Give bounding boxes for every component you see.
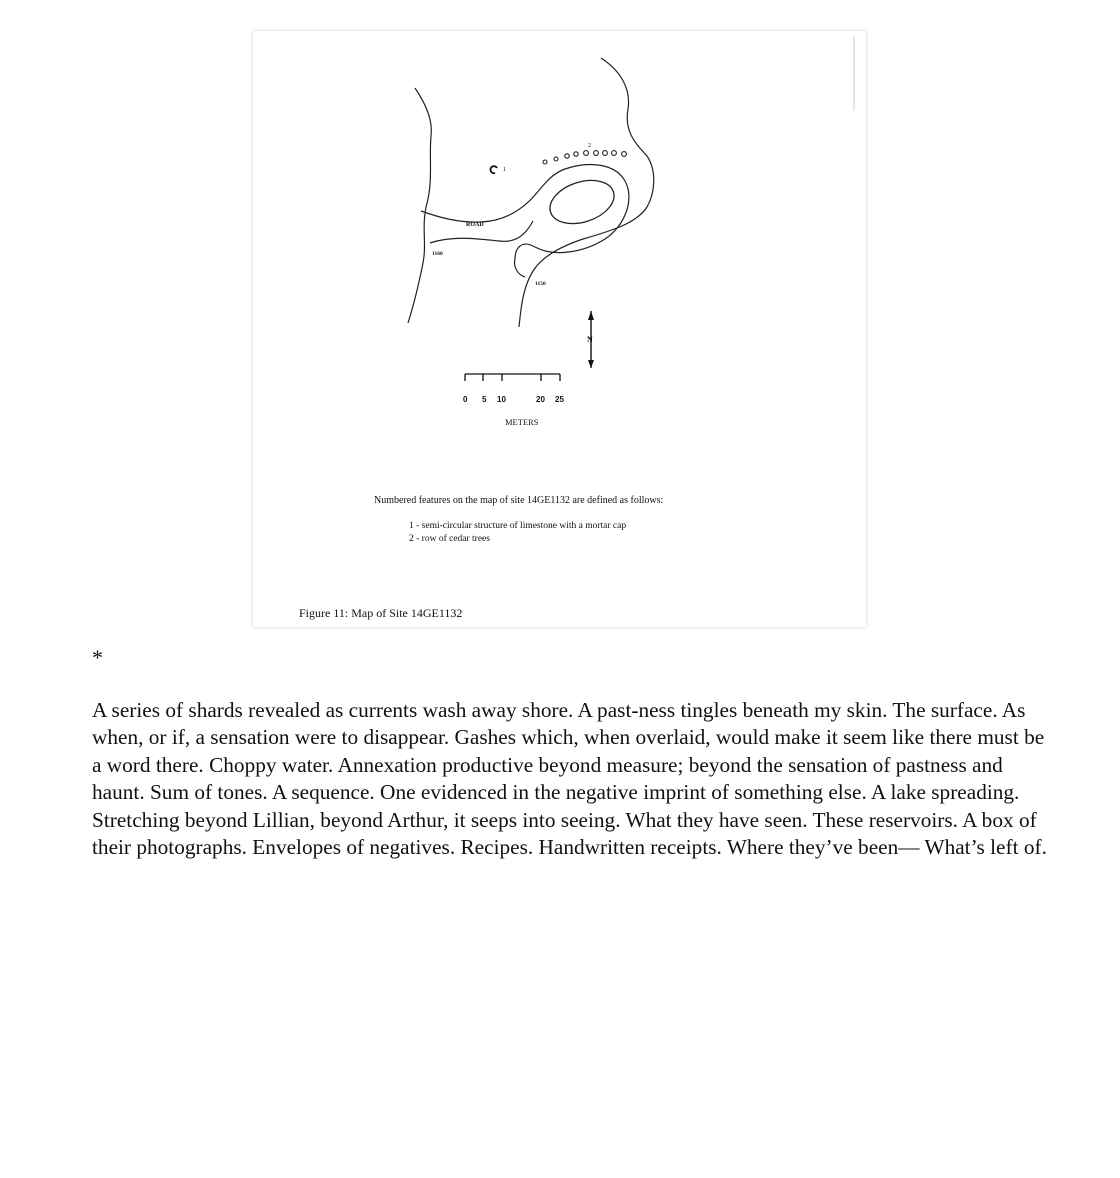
contour-loop [515,165,629,277]
scale-tick-20: 20 [536,395,545,404]
north-label: N [587,335,593,344]
scale-tick-25: 25 [555,395,564,404]
feature-2-number: 2 [588,143,591,149]
site-map [253,31,866,591]
road-upper-edge [421,169,565,222]
legend-list [409,520,626,546]
feature-1-number: 1 [503,167,506,173]
body-paragraph: A series of shards revealed as currents wash away shore. A past-ness tingles beneath my skin. The surface. As when, or if, a sensation were to disappear. Gashes which, when overlaid, would make it seem like there must be a word there. Choppy water. Annexation productive beyond measure; beyond the sensation of pastness and haunt. Sum of tones. A sequence. One evidenced in the negative imprint of something else. A lake spreading. Stretching beyond Lillian, beyond Arthur, it seeps into seeing. What they have seen. These reservoirs. A box of their photographs. Envelopes of negatives. Recipes. Handwritten receipts. Where they’ve been— What’s left of. [92,698,1047,860]
scale-tick-0: 0 [463,395,468,404]
legend-item-1: 1 - semi-circular structure of limestone with a mortar cap [409,521,627,531]
figure-caption: Figure 11: Map of Site 14GE1132 [299,606,463,620]
contour-line-left [408,88,431,323]
inner-mound-ellipse [544,173,619,231]
legend-item-2: 2 - row of cedar trees [409,534,490,544]
figure-card [253,31,866,627]
scale-tick-5: 5 [482,395,487,404]
road-label: ROAD [466,222,484,228]
legend-intro: Numbered features on the map of site 14GE1132 are defined as follows: [374,495,664,506]
north-arrow [587,311,594,368]
scale-bar [465,374,560,381]
contour-label-1160: 1160 [432,251,443,257]
scale-tick-10: 10 [497,395,506,404]
section-break-asterisk: * [92,645,103,670]
semi-circular-structure [490,166,497,173]
contour-label-1150: 1150 [535,281,546,287]
cedar-tree-row [543,151,626,164]
scale-unit: METERS [505,417,539,427]
